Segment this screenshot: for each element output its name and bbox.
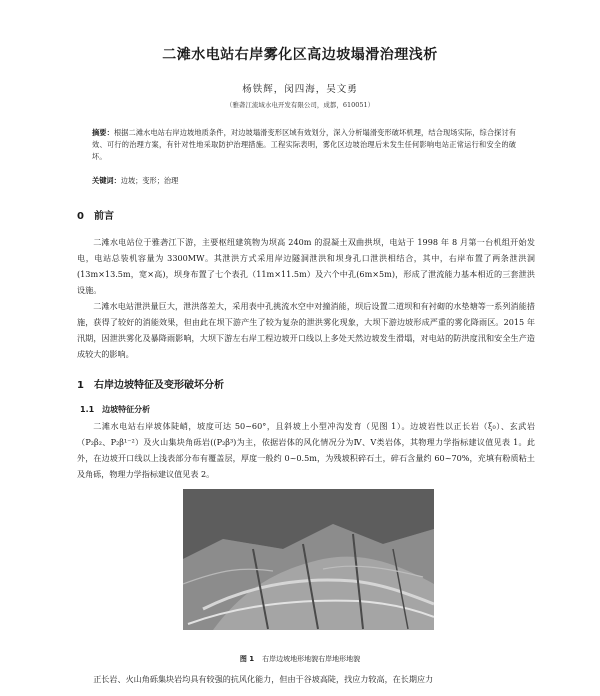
section-heading-intro: 0 前言 [77, 211, 114, 222]
keywords-label: 关键词： [92, 176, 121, 185]
section-heading-slope: 1 右岸边坡特征及变形破坏分析 [77, 380, 224, 391]
paper-authors: 杨铁辉，闵四海，吴文勇 [242, 84, 358, 95]
slope-photo-image [183, 489, 434, 630]
subsection-heading-slope-features: 1.1 边坡特征分析 [80, 405, 151, 414]
slope-paragraph-2: 正长岩、火山角砾集块岩均具有较强的抗风化能力，但由于谷坡高陡，找应力较高，在长期应力 [93, 674, 434, 684]
keywords [92, 176, 516, 186]
figure-caption [0, 654, 600, 664]
slope-photo [183, 489, 434, 630]
intro-paragraph-1: 二滩水电站位于雅砻江下游，主要枢纽建筑物为坝高 240m 的混凝土双曲拱坝，电站于 1998 年 8 月第一台机组开始发电，电站总装机容量为 3300MW。其泄洪方式采用岸边隧洞泄洪和坝身孔口泄洪相结合，其中，右岸布置了两条泄洪洞(13m×13.5m，宽×高)，坝身布置了七个表孔（11m×11.5m）及六个中孔(6m×5m)，形成了泄流能力基本相近的三套泄洪设施。 [77, 237, 535, 295]
figure-caption-text: 右岸边坡地形地貌右岸地形地貌 [262, 655, 361, 663]
keywords-text: 边坡；变形；治理 [120, 176, 179, 185]
intro-paragraph-2: 二滩水电站泄洪量巨大，泄洪落差大，采用表中孔挑流水空中对撞消能，坝后设置二道坝和有衬砌的水垫塘等一系列消能措施，获得了较好的消能效果，但由此在坝下游产生了较为复杂的泄洪雾化现象，大坝下游边坡形成严重的雾化降雨区。2015 年汛期，因泄洪雾化及暴降雨影响，大坝下游左右岸工程边坡开口线以上多处天然边坡发生滑塌，对电站的防洪度汛和安全生产造成较大的影响。 [77, 301, 535, 359]
paper-affiliation: （雅砻江流域水电开发有限公司，成都，610051） [225, 101, 375, 109]
slope-paragraph-1: 二滩水电站右岸坡体陡峭，坡度可达 50~60°，且斜坡上小型冲沟发育（见图 1）。边坡岩性以正长岩（ξ₀）、玄武岩（P₂β₂、P₂β¹⁻²）及火山集块角砾岩((P₂β³)为主，依据岩体的风化情况分为Ⅳ、Ⅴ类岩体，其物理力学指标建议值见表 1。此外，在边坡开口线以上浅表部分布有覆盖层，厚度一般约 0~0.5m，为残坡积碎石土，碎石含量约 60~70%，充填有粉质粘土及角砾，物理力学指标建议值见表 2。 [77, 421, 535, 479]
abstract-text: 根据二滩水电站右岸边坡地质条件，对边坡塌滑变形区域有效划分，深入分析塌滑变形破坏机理，结合现场实际，综合探讨有效、可行的治理方案，有针对性地采取防护治理措施。工程实际表明，雾化区边坡治理后未发生任何影响电站正常运行和安全的破坏。 [92, 128, 516, 161]
figure-number: 图 1 [239, 655, 255, 663]
abstract-label: 摘要： [92, 128, 114, 137]
abstract [92, 127, 516, 163]
paper-title: 二滩水电站右岸雾化区高边坡塌滑治理浅析 [162, 47, 438, 63]
